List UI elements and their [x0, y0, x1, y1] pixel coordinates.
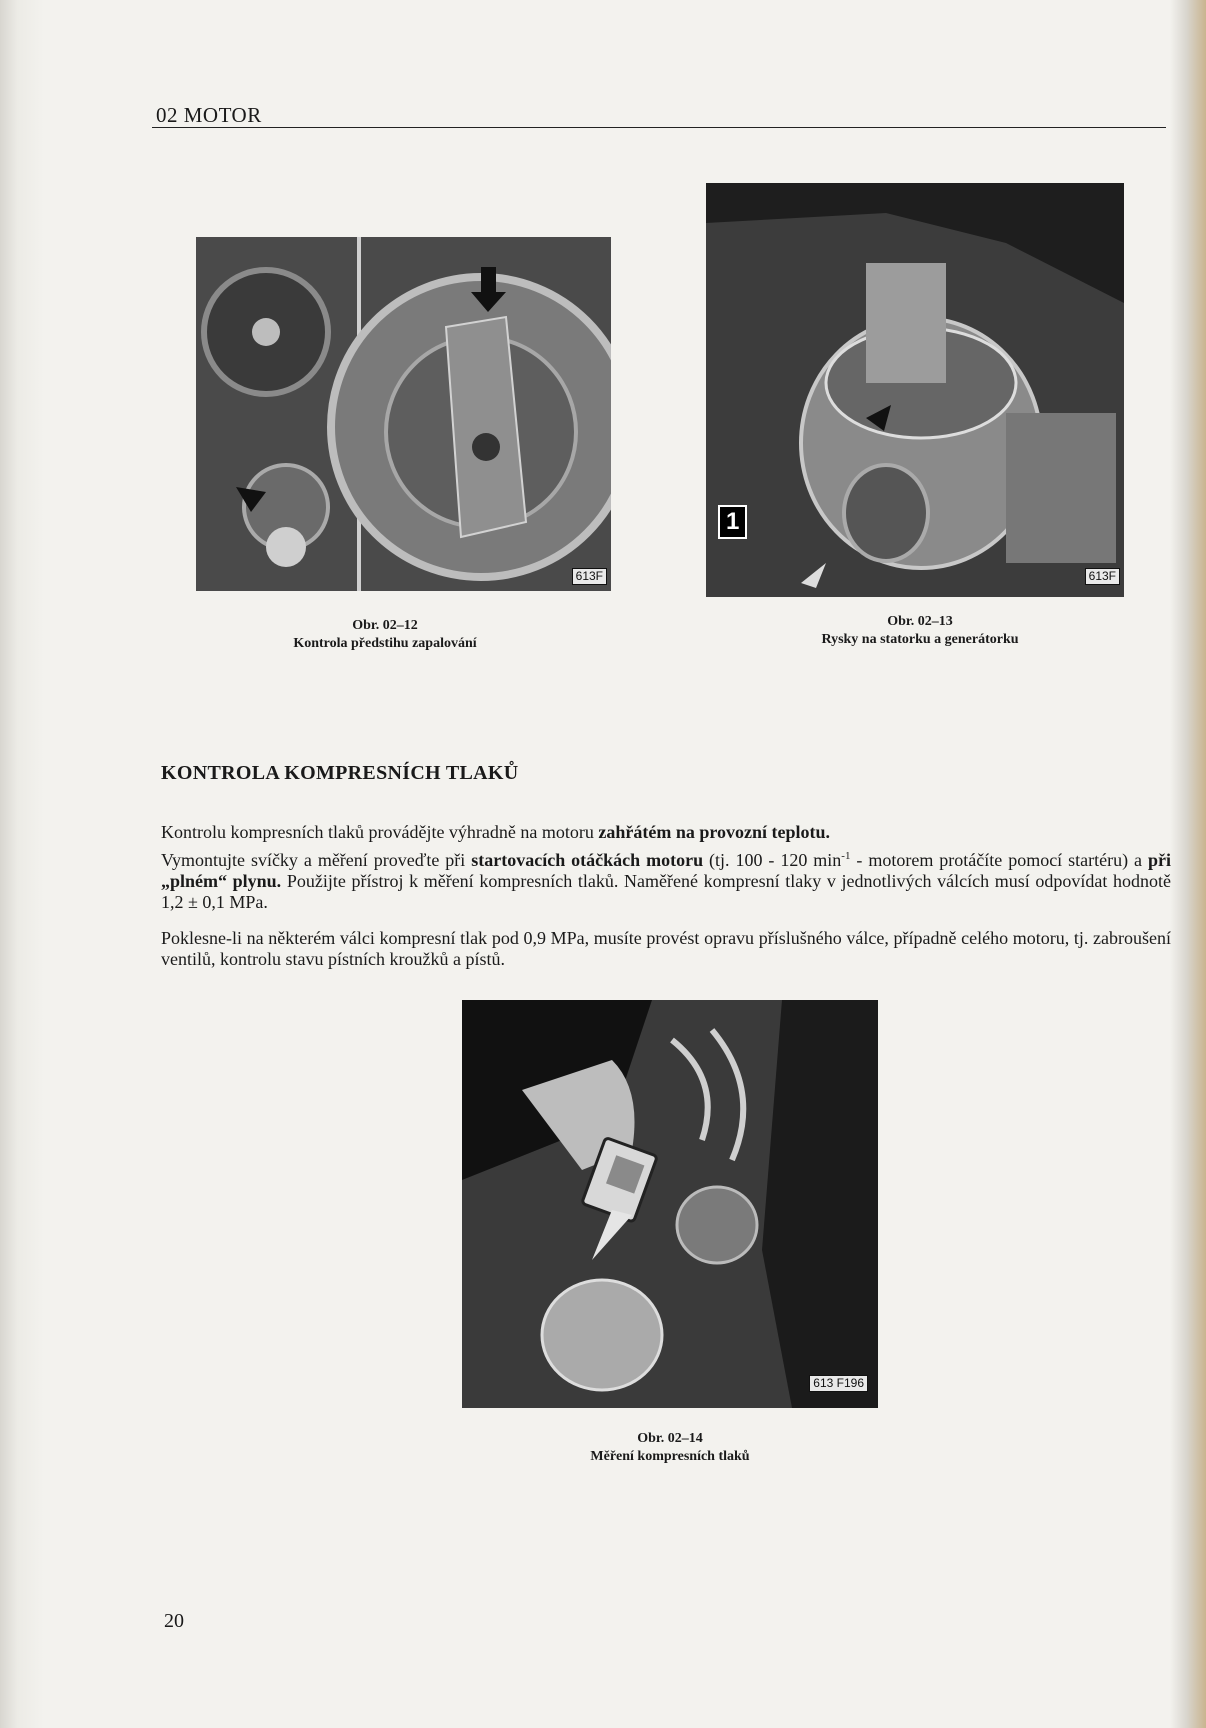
figure-02-13-photo	[706, 183, 1124, 597]
paragraph-text: - motorem protáčíte pomocí startéru) a	[850, 850, 1148, 870]
figure-02-12-illustration	[196, 237, 611, 591]
paragraph-2	[161, 850, 1171, 913]
figure-02-14-illustration	[462, 1000, 878, 1408]
figure-title: Rysky na statorku a generátorku	[821, 632, 1019, 647]
superscript: -1	[841, 850, 851, 862]
figure-title: Měření kompresních tlaků	[590, 1449, 750, 1464]
emphasis: startovacích otáčkách motoru	[471, 850, 704, 870]
figure-number: Obr. 02–13	[887, 614, 953, 629]
figure-02-14-caption	[545, 1430, 795, 1466]
figure-code: 613F	[572, 568, 607, 585]
figure-02-12-photo	[196, 237, 611, 591]
paragraph-3: Poklesne-li na některém válci kompresní tlak pod 0,9 MPa, musíte provést opravu příslušného válce, případně celého motoru, tj. zabroušení ventilů, kontrolu stavu pístních kroužků a pístů.	[161, 928, 1171, 969]
page-edge-left	[0, 0, 44, 1728]
figure-code: 613F	[1085, 568, 1120, 585]
paragraph-text: Vymontujte svíčky a měření proveďte při	[161, 850, 472, 870]
figure-number: Obr. 02–14	[637, 1431, 703, 1446]
emphasis: zahřátém na provozní teplotu.	[598, 822, 831, 842]
paragraph-text: Použijte přístroj k měření kompresních tlaků. Naměřené kompresní tlaky v jednotlivých válcích musí odpovídat hodnotě 1,2 ± 0,1 MPa.	[161, 871, 1172, 912]
paragraph-1	[161, 822, 1171, 843]
page-edge-right	[1170, 0, 1206, 1728]
figure-02-12-caption	[260, 617, 510, 653]
figure-marker: 1	[718, 505, 747, 539]
running-head: 02 MOTOR	[156, 103, 262, 127]
header-rule	[152, 127, 1166, 128]
emphasis: při „plném“ plynu.	[161, 850, 1171, 891]
figure-02-14-photo	[462, 1000, 878, 1408]
figure-number: Obr. 02–12	[352, 618, 418, 633]
paragraph-text: Kontrolu kompresních tlaků provádějte výhradně na motoru	[161, 822, 599, 842]
section-title: KONTROLA KOMPRESNÍCH TLAKŮ	[161, 762, 519, 784]
figure-title: Kontrola předstihu zapalování	[293, 636, 477, 651]
page-number: 20	[164, 1610, 184, 1632]
figure-02-13-caption	[780, 613, 1060, 649]
paragraph-text: (tj. 100 - 120 min	[703, 850, 842, 870]
figure-02-13-illustration	[706, 183, 1124, 597]
figure-code: 613 F196	[809, 1375, 868, 1392]
